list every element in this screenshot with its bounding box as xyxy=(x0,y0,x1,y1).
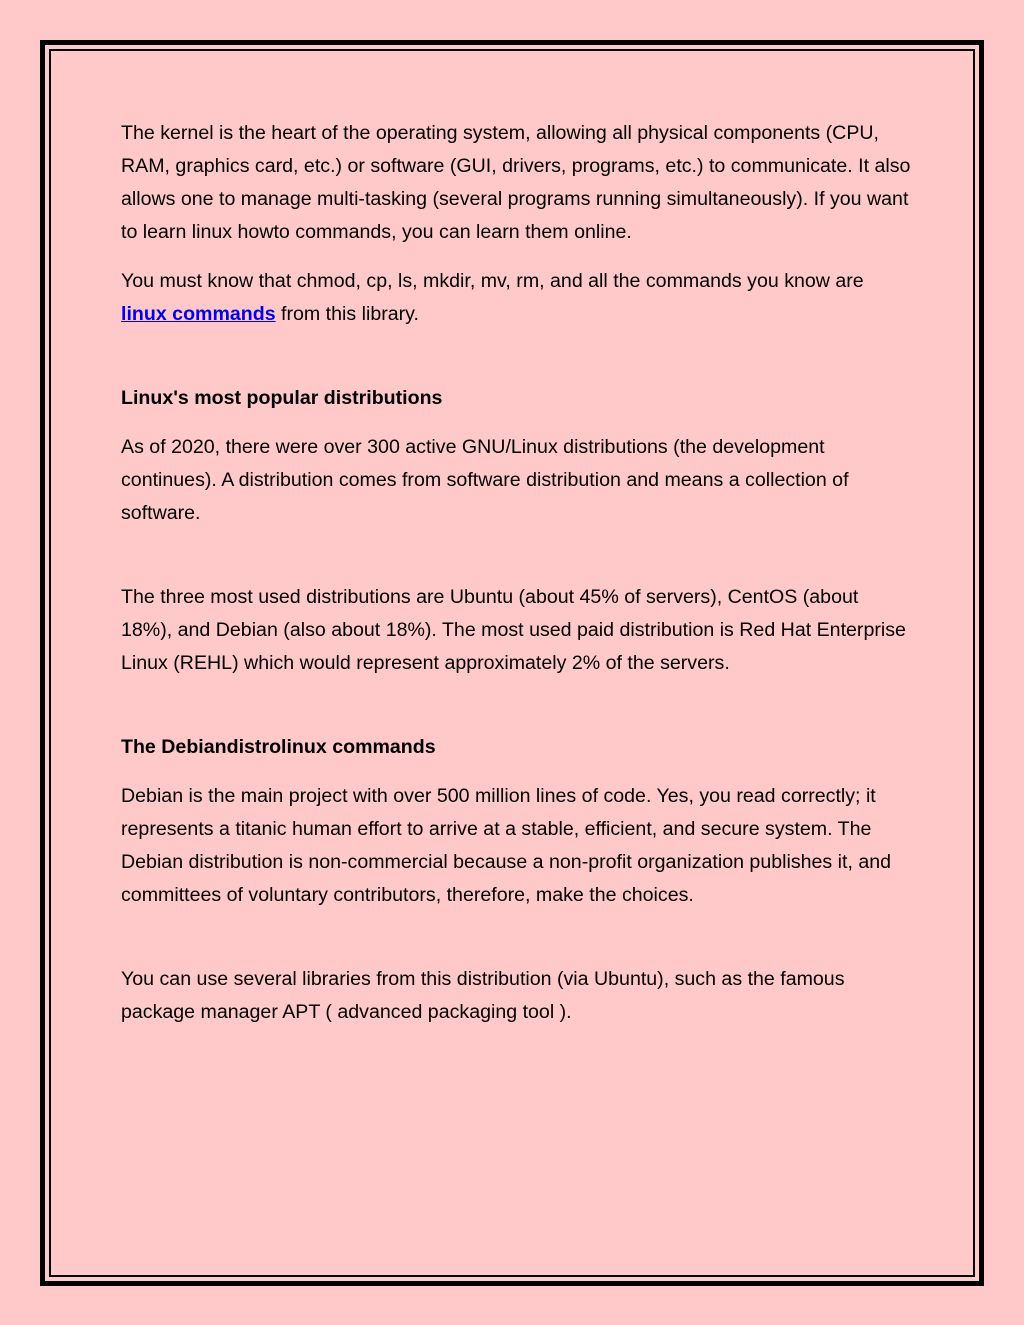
document-body xyxy=(121,117,911,1029)
paragraph-commands-text-before: You must know that chmod, cp, ls, mkdir, mv, rm, and all the commands you know are xyxy=(121,270,864,292)
paragraph-commands xyxy=(121,265,911,331)
paragraph-most-used-distributions: The three most used distributions are Ubuntu (about 45% of servers), CentOS (about 18%), and Debian (also about 18%). The most used paid distribution is Red Hat Enterprise Linux (REHL) which would represent approximately 2% of the servers. xyxy=(121,586,906,674)
paragraph-distributions-count: As of 2020, there were over 300 active GNU/Linux distributions (the development continues). A distribution comes from software distribution and means a collection of software. xyxy=(121,436,849,524)
paragraph-commands-text-after: from this library. xyxy=(275,303,419,325)
heading-popular-distributions: Linux's most popular distributions xyxy=(121,387,443,409)
paragraph-debian-project: Debian is the main project with over 500 million lines of code. Yes, you read correctly; it represents a titanic human effort to arrive at a stable, efficient, and secure system. The Debian distribution is non-commercial because a non-profit organization publishes it, and committees of voluntary contributors, therefore, make the choices. xyxy=(121,785,892,906)
linux-commands-link[interactable]: linux commands xyxy=(121,303,276,325)
paragraph-apt-libraries: You can use several libraries from this distribution (via Ubuntu), such as the famous package manager APT ( advanced packaging tool ). xyxy=(121,968,845,1023)
paragraph-kernel: The kernel is the heart of the operating system, allowing all physical components (CPU, RAM, graphics card, etc.) or software (GUI, drivers, programs, etc.) to communicate. It also allows one to manage multi-tasking (several programs running simultaneously). If you want to learn linux howto commands, you can learn them online. xyxy=(121,122,911,243)
heading-debian-commands: The Debiandistrolinux commands xyxy=(121,736,436,758)
